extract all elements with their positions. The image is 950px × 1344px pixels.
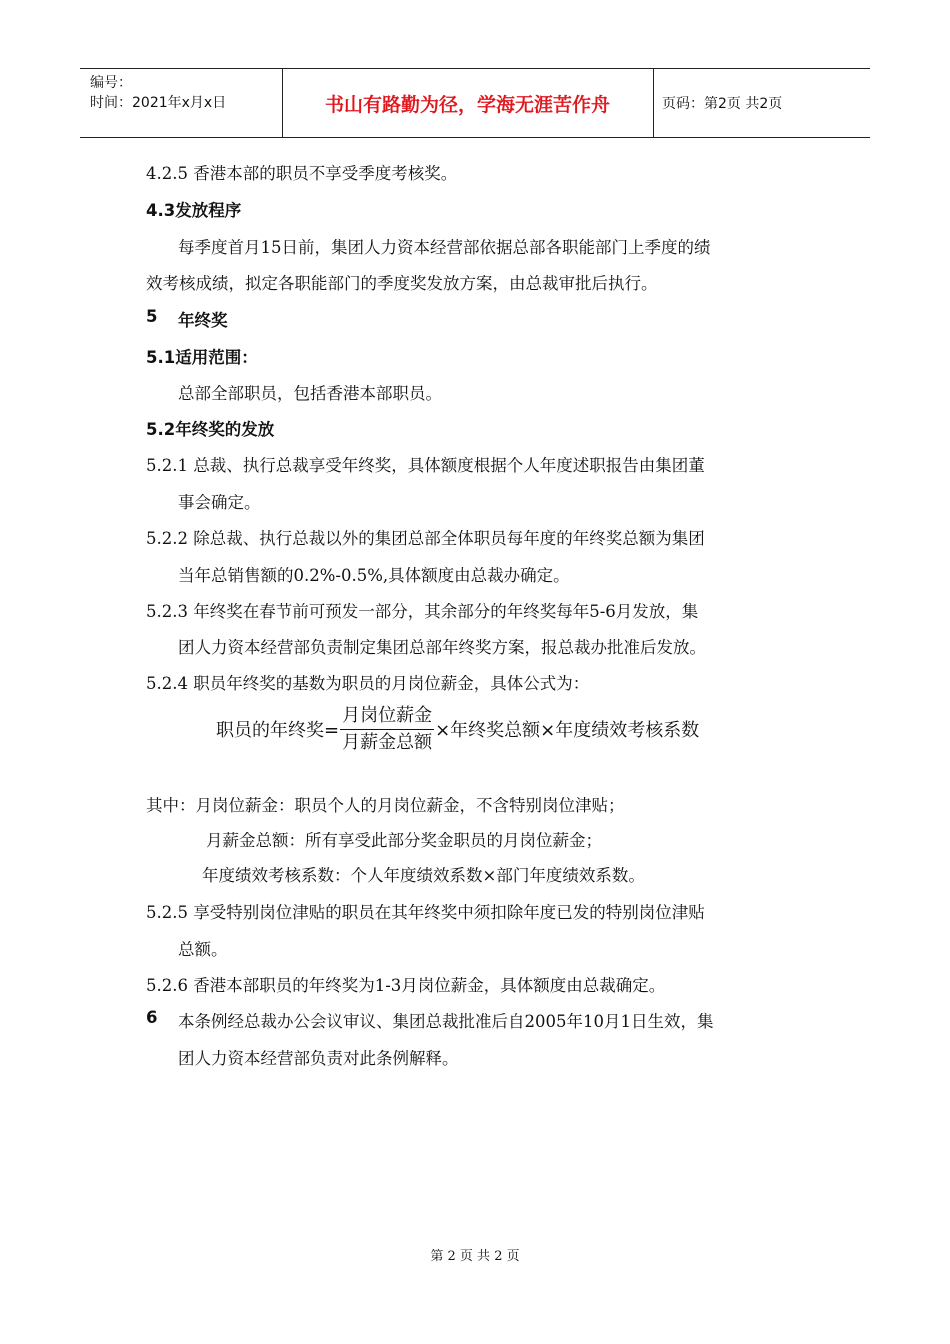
time-label: 时间：2021年x月x日: [90, 95, 227, 111]
formula-lhs: 职员的年终奖=: [216, 720, 340, 741]
section-heading-4-3: 4.3发放程序: [146, 201, 242, 220]
section-number-6: 6: [146, 1008, 158, 1027]
paragraph-line: 每季度首月15日前，集团人力资本经营部依据总部各职能部门上季度的绩: [178, 238, 711, 257]
section-number-5: 5: [146, 307, 158, 326]
formula-fraction: [340, 705, 434, 754]
clause-4-2-5: 4.2.5 香港本部的职员不享受季度考核奖。: [146, 164, 458, 183]
clause-5-2-4: 5.2.4 职员年终奖的基数为职员的月岗位薪金，具体公式为：: [146, 674, 590, 693]
header-divider: [653, 69, 654, 137]
bonus-formula: [216, 700, 699, 758]
clause-5-2-2: 5.2.2 除总裁、执行总裁以外的集团总部全体职员每年度的年终奖总额为集团: [146, 529, 705, 548]
clause-5-2-3: 5.2.3 年终奖在春节前可预发一部分，其余部分的年终奖每年5-6月发放，集: [146, 602, 699, 621]
section-6-text: 本条例经总裁办公会议审议、集团总裁批准后自2005年10月1日生效，集: [178, 1012, 714, 1031]
formula-denominator: 月薪金总额: [342, 731, 433, 753]
clause-5-2-5: 5.2.5 享受特别岗位津贴的职员在其年终奖中须扣除年度已发的特别岗位津贴: [146, 903, 705, 922]
section-heading-5-1: 5.1适用范围：: [146, 348, 258, 367]
formula-numerator: 月岗位薪金: [340, 705, 434, 730]
clause-5-2-1: 5.2.1 总裁、执行总裁享受年终奖，具体额度根据个人年度述职报告由集团董: [146, 456, 705, 475]
paragraph-line: 事会确定。: [178, 493, 261, 512]
section-heading-5: 年终奖: [178, 311, 228, 330]
definition-line: 其中：月岗位薪金：职员个人的月岗位薪金，不含特别岗位津贴；: [146, 796, 625, 815]
header-meta: [90, 73, 226, 113]
document-header: [80, 68, 870, 138]
header-motto: 书山有路勤为径，学海无涯苦作舟: [324, 93, 610, 116]
serial-label: 编号：: [90, 75, 132, 91]
paragraph-line: 团人力资本经营部负责制定集团总部年终奖方案，报总裁办批准后发放。: [178, 638, 706, 657]
formula-rhs: ×年终奖总额×年度绩效考核系数: [435, 720, 700, 741]
clause-5-2-6: 5.2.6 香港本部职员的年终奖为1-3月岗位薪金，具体额度由总裁确定。: [146, 976, 666, 995]
definition-line: 年度绩效考核系数：个人年度绩效系数×部门年度绩效系数。: [202, 866, 645, 885]
header-page-info: 页码：第2页 共2页: [662, 96, 783, 112]
definition-line: 月薪金总额：所有享受此部分奖金职员的月岗位薪金；: [206, 831, 602, 850]
paragraph-line: 团人力资本经营部负责对此条例解释。: [178, 1049, 459, 1068]
page-footer: 第 2 页 共 2 页: [430, 1249, 520, 1264]
paragraph-line: 当年总销售额的0.2%-0.5%,具体额度由总裁办确定。: [178, 566, 570, 585]
paragraph-line: 总部全部职员，包括香港本部职员。: [178, 384, 442, 403]
section-heading-5-2: 5.2年终奖的发放: [146, 420, 275, 439]
paragraph-line: 效考核成绩，拟定各职能部门的季度奖发放方案，由总裁审批后执行。: [146, 274, 658, 293]
paragraph-line: 总额。: [178, 940, 228, 959]
